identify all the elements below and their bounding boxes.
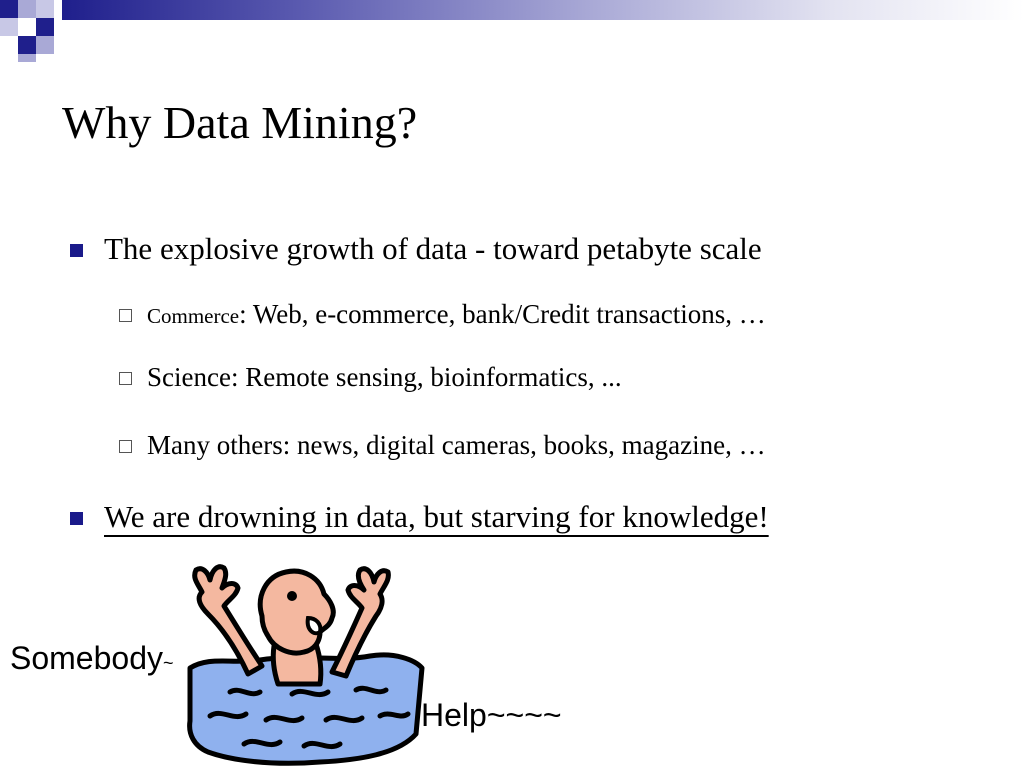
header-decoration xyxy=(0,0,1024,64)
sub-bullet-text: Science: Remote sensing, bioinformatics, ... xyxy=(147,362,622,392)
caption-somebody xyxy=(10,640,174,677)
bullet-item xyxy=(104,231,762,267)
sub-bullet-item xyxy=(147,299,766,330)
bullet-item xyxy=(104,499,769,535)
hollow-square-bullet-icon xyxy=(119,440,132,453)
header-square xyxy=(36,36,54,54)
sub-bullet-text: : Web, e-commerce, bank/Credit transactions, … xyxy=(239,299,766,329)
caption-help: Help~~~~ xyxy=(421,697,562,733)
header-square xyxy=(18,18,36,36)
square-bullet-icon xyxy=(70,244,83,257)
drowning-person-clipart xyxy=(170,556,430,768)
header-gradient-bar xyxy=(62,0,1024,20)
hollow-square-bullet-icon xyxy=(119,309,132,322)
sub-bullet-text: Many others: news, digital cameras, books, magazine, … xyxy=(147,430,766,460)
sub-bullet-lead: Commerce xyxy=(147,304,240,328)
sub-bullet-item xyxy=(147,430,766,461)
header-square xyxy=(0,0,18,18)
header-square xyxy=(36,0,54,18)
hollow-square-bullet-icon xyxy=(119,372,132,385)
header-square xyxy=(18,54,36,62)
header-square xyxy=(18,0,36,18)
caption-somebody-text: Somebody xyxy=(10,640,163,676)
sub-bullet-item xyxy=(147,362,622,393)
header-square xyxy=(18,36,36,54)
square-bullet-icon xyxy=(70,512,83,525)
bullet-text: We are drowning in data, but starving for knowledge! xyxy=(104,499,769,534)
bullet-text: The explosive growth of data - toward petabyte scale xyxy=(104,231,762,266)
caption-somebody-tail: ~ xyxy=(162,653,174,673)
header-square xyxy=(36,18,54,36)
slide-title: Why Data Mining? xyxy=(62,97,418,148)
header-square xyxy=(0,18,18,36)
